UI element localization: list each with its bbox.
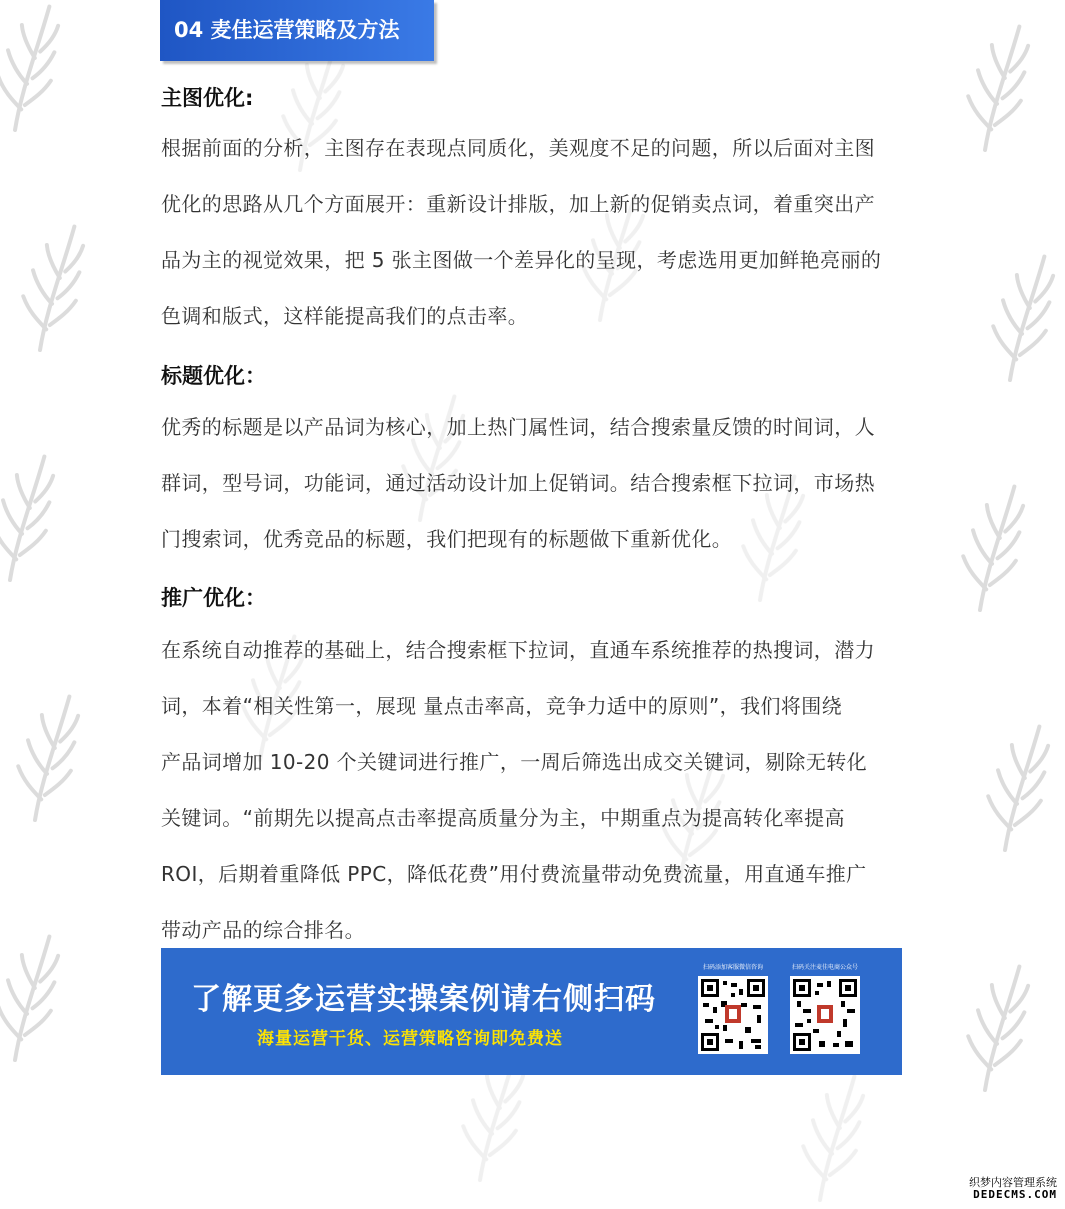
qr-official-account[interactable] <box>783 962 867 1054</box>
text-line: 根据前面的分析，主图存在表现点同质化，美观度不足的问题，所以后面对主图 <box>161 136 875 160</box>
heading-promotion: 推广优化： <box>161 586 266 610</box>
promo-subtitle: 海量运营干货、运营策略咨询即免费送 <box>257 1029 563 1049</box>
paragraph-main-image <box>161 120 909 344</box>
watermark-url: DEDECMS.COM <box>973 1187 1057 1201</box>
qr-code-icon <box>698 976 768 1054</box>
text-line: ROI，后期着重降低 PPC，降低花费”用付费流量带动免费流量，用直通车推广 <box>161 862 867 886</box>
text-line: 群词，型号词，功能词，通过活动设计加上促销词。结合搜索框下拉词，市场热 <box>161 471 875 495</box>
text-line: 词，本着“相关性第一，展现 量点击率高，竞争力适中的原则”，我们将围绕 <box>161 694 843 718</box>
text-line: 优化的思路从几个方面展开：重新设计排版，加上新的促销卖点词，着重突出产 <box>161 192 875 216</box>
text-line: 优秀的标题是以产品词为核心，加上热门属性词，结合搜索量反馈的时间词，人 <box>161 415 875 439</box>
section-title-banner: 04 麦佳运营策略及方法 <box>160 0 434 61</box>
paragraph-promotion <box>161 622 909 958</box>
heading-main-image: 主图优化: <box>161 86 254 110</box>
text-line: 在系统自动推荐的基础上，结合搜索框下拉词，直通车系统推荐的热搜词，潜力 <box>161 638 875 662</box>
qr-caption: 扫码关注麦佳电商公众号 <box>791 964 858 971</box>
qr-code-icon <box>790 976 860 1054</box>
watermark-text: 织梦内容管理系统 <box>969 1175 1057 1189</box>
text-line: 品为主的视觉效果，把 5 张主图做一个差异化的呈现，考虑选用更加鲜艳亮丽的 <box>161 248 882 272</box>
text-line: 产品词增加 10-20 个关键词进行推广，一周后筛选出成交关键词，剔除无转化 <box>161 750 868 774</box>
text-line: 色调和版式，这样能提高我们的点击率。 <box>161 304 529 328</box>
text-line: 门搜索词，优秀竞品的标题，我们把现有的标题做下重新优化。 <box>161 527 733 551</box>
promo-banner[interactable] <box>161 948 902 1075</box>
text-line: 关键词。“前期先以提高点击率提高质量分为主，中期重点为提高转化率提高 <box>161 806 845 830</box>
site-watermark <box>969 1177 1057 1201</box>
paragraph-title <box>161 399 909 567</box>
qr-customer-service[interactable] <box>691 962 775 1054</box>
text-line: 带动产品的综合排名。 <box>161 918 365 942</box>
qr-caption: 扫码添加客服微信咨询 <box>702 964 763 971</box>
heading-title: 标题优化： <box>161 364 266 388</box>
promo-title: 了解更多运营实操案例请右侧扫码 <box>191 982 656 1017</box>
